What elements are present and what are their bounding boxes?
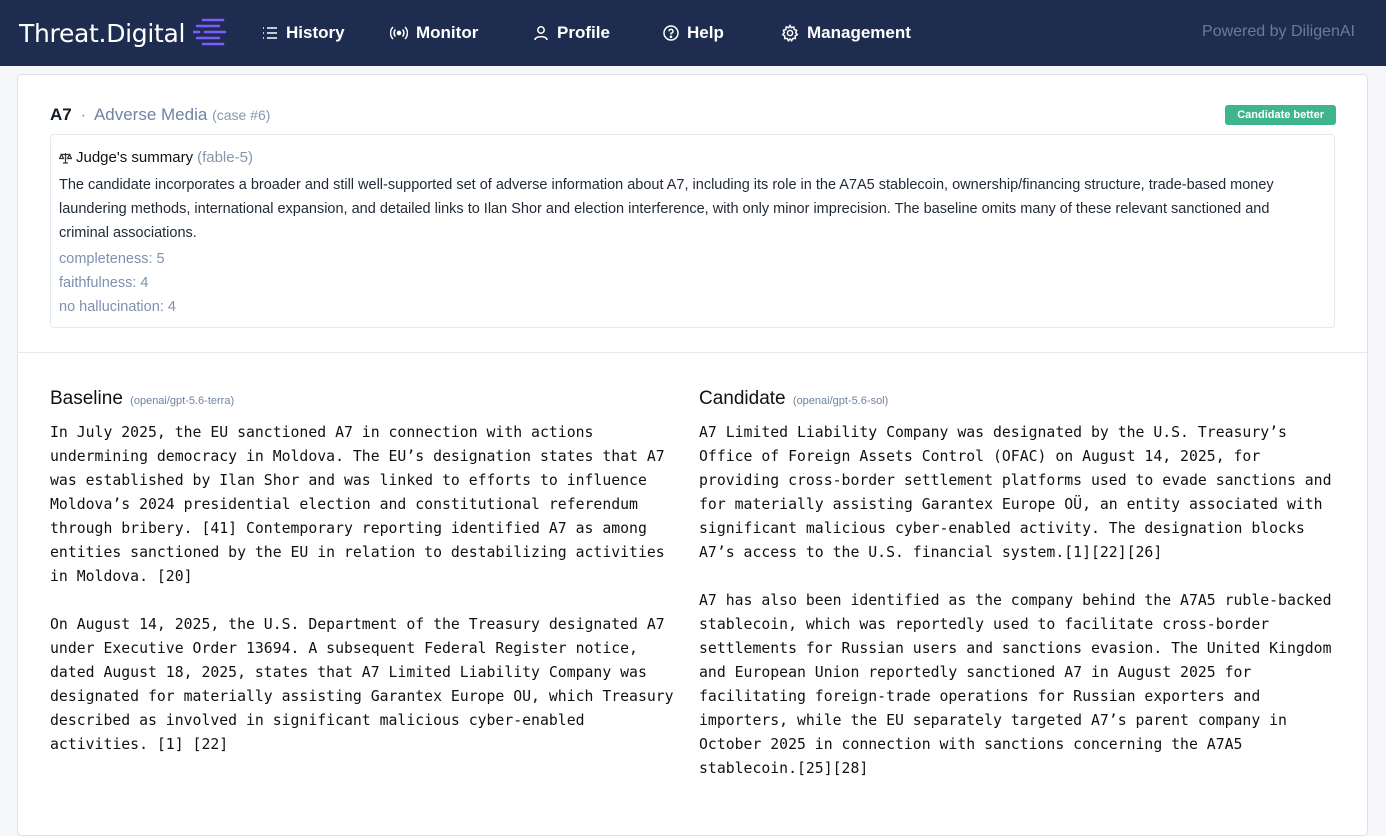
- nav-monitor[interactable]: [390, 0, 478, 66]
- judge-summary-text: The candidate incorporates a broader and still well-supported set of adverse information about A7, including its role in the A7A5 stablecoin, ownership/financing structure, trade-based money laundering methods, international expansion, and detailed links to Ilan Shor and election interference, with only minor imprecision. The baseline omits many of these relevant sanctioned and criminal associations.: [59, 177, 1274, 241]
- candidate-model: (openai/gpt-5.6-sol): [792, 395, 889, 407]
- candidate-paragraph: A7 Limited Liability Company was designated by the U.S. Treasury’s Office of Foreign Assets Control (OFAC) on August 14, 2025, for providing cross-border settlement platforms used to evade sanctions and for materially assisting Garantex Europe OÜ, an entity associated with significant malicious cyber-enabled activity. The designation blocks A7’s access to the U.S. financial system.[1][22][26]: [699, 424, 1332, 561]
- user-icon: [533, 25, 549, 41]
- baseline-paragraph: In July 2025, the EU sanctioned A7 in connection with actions undermining democracy in Moldova. The EU’s designation states that A7 was established by Ilan Shor and was linked to efforts to influence Moldova’s 2024 presidential election and constitutional referendum through bribery. [41] Contemporary reporting identified A7 as among entities sanctioned by the EU in relation to destabilizing activities in Moldova. [20]: [50, 424, 665, 585]
- top-navigation-bar: [0, 0, 1386, 66]
- candidate-text: [699, 421, 1339, 805]
- nav-management[interactable]: [781, 0, 911, 66]
- logo-text: Threat.Digital: [19, 19, 186, 48]
- logo-mark-icon: [193, 16, 227, 51]
- metric-faithfulness: faithfulness: 4: [59, 275, 149, 291]
- case-entity: A7: [50, 105, 72, 124]
- baseline-model: (openai/gpt-5.6-terra): [130, 395, 235, 407]
- judge-summary-title: [59, 149, 253, 166]
- baseline-text: [50, 421, 690, 781]
- verdict-badge: Candidate better: [1225, 105, 1336, 125]
- baseline-paragraph: On August 14, 2025, the U.S. Department of the Treasury designated A7 under Executive Order 13694. A subsequent Federal Register notice, dated August 18, 2025, states that A7 Limited Liability Company was designated for materially assisting Garantex Europe OU, which Treasury described as involved in significant malicious cyber-enabled activities. [1] [22]: [50, 616, 674, 753]
- candidate-header: [699, 388, 888, 410]
- judge-summary-panel: [50, 134, 1335, 328]
- case-number: (case #6): [212, 107, 271, 123]
- section-divider: [18, 352, 1367, 353]
- case-card: [17, 74, 1368, 836]
- scales-icon: [59, 152, 72, 164]
- candidate-label: Candidate: [699, 388, 786, 409]
- candidate-paragraph: A7 has also been identified as the company behind the A7A5 ruble-backed stablecoin, which was reportedly used to facilitate cross-border settlements for Russian users and sanctions evasion. The United Kingdom and European Union reportedly sanctioned A7 in August 2025 for facilitating foreign-trade operations for Russian exporters and importers, while the EU separately targeted A7’s parent company in October 2025 in connection with sanctions concerning the A7A5 stablecoin.[25][28]: [699, 592, 1332, 777]
- help-circle-icon: [663, 25, 679, 41]
- nav-help-label: Help: [687, 23, 724, 42]
- logo[interactable]: [19, 16, 227, 51]
- nav-help[interactable]: [663, 0, 724, 66]
- judge-model: (fable-5): [197, 149, 253, 166]
- case-type: Adverse Media: [93, 105, 208, 124]
- nav-monitor-label: Monitor: [416, 23, 479, 42]
- metric-no-hallucination: no hallucination: 4: [59, 299, 176, 315]
- baseline-label: Baseline: [50, 388, 123, 409]
- nav-history-label: History: [286, 23, 345, 42]
- baseline-header: [50, 388, 234, 410]
- nav-profile-label: Profile: [557, 23, 610, 42]
- judge-summary-label: Judge's summary: [76, 149, 194, 166]
- list-icon: [262, 26, 278, 40]
- nav-profile[interactable]: [533, 0, 610, 66]
- powered-by-text: Powered by DiligenAI: [1202, 23, 1355, 40]
- nav-management-label: Management: [807, 23, 911, 42]
- nav-history[interactable]: [262, 0, 345, 66]
- metric-completeness: completeness: 5: [59, 251, 165, 267]
- case-header: [50, 105, 270, 125]
- broadcast-icon: [390, 26, 408, 40]
- gear-icon: [781, 24, 799, 42]
- case-separator: ·: [80, 105, 87, 124]
